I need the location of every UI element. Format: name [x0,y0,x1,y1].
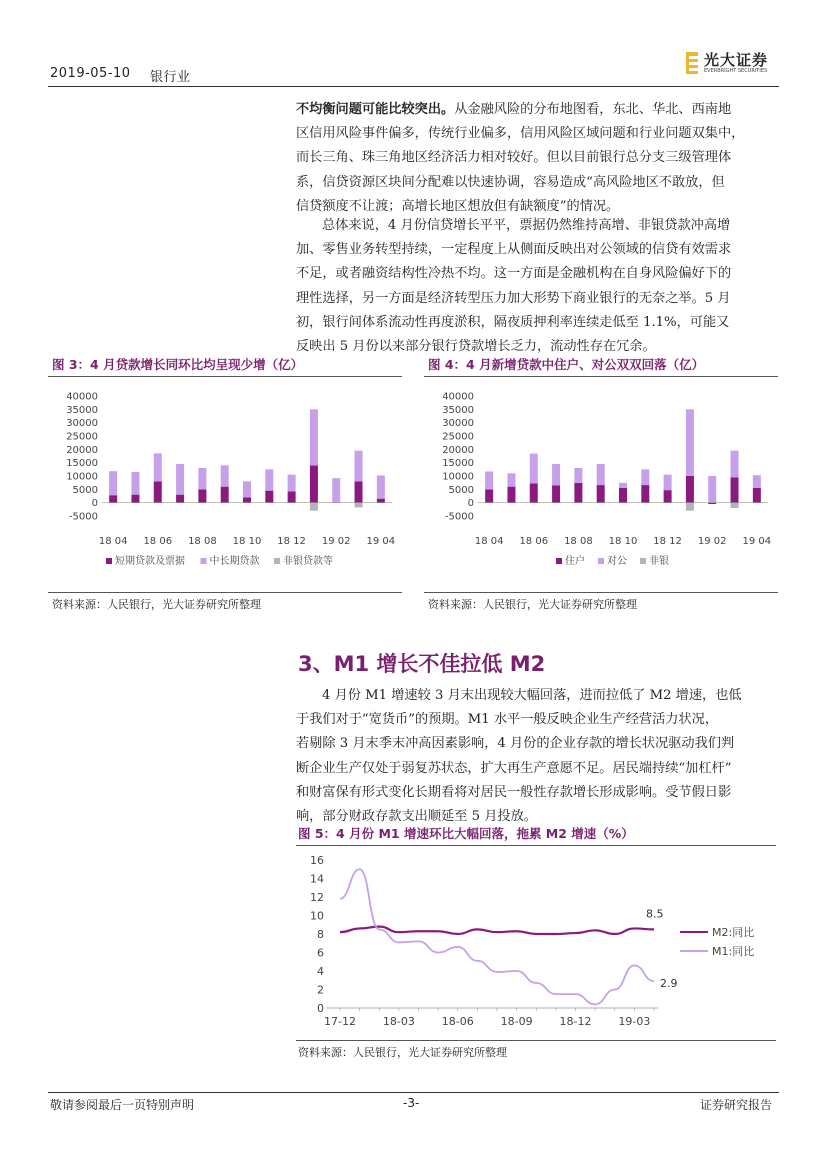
bar-segment [708,476,716,503]
y-tick-label: 40000 [442,391,474,403]
paragraph-3-line: 响，部分财政存款支出顺延至 5 月投放。 [296,809,537,825]
y-tick-label: 0 [467,498,474,510]
paragraph-1-line: 而长三角、珠三角地区经济活力相对较好。但以目前银行总分支三级管理体 [296,150,732,166]
data-label: 2.9 [660,977,678,991]
x-tick-label: 19 04 [742,536,772,547]
bar-segment [552,485,560,502]
paragraph-2-line: 初，银行间体系流动性再度淤积，隔夜质押利率连续走低至 1.1%，可能又 [296,314,730,330]
footer-report-type: 证券研究报告 [700,1098,773,1112]
bar-segment [355,503,363,508]
bar-segment [686,476,694,503]
bar-segment [198,489,206,502]
y-tick-label: 20000 [66,444,98,456]
paragraph-2-line: 理性选择，另一方面是经济转型压力加大形势下商业银行的无奈之举。5 月 [296,290,731,306]
bar-segment [485,489,493,502]
y-tick-label: -5000 [68,511,98,523]
legend-label: 对公 [607,556,627,567]
x-tick-label: 18 10 [232,536,262,547]
logo-subtext: EVERBRIGHT SECURITIES [704,68,768,74]
bar-segment [731,503,739,508]
paragraph-1-line: 区信用风险事件偏多，传统行业偏多，信用风险区域问题和行业问题双集中， [296,126,745,142]
bar-segment [597,485,605,503]
y-tick-label: 0 [91,498,98,510]
bar-segment [243,481,251,497]
y-tick-label: 5000 [448,484,474,496]
y-tick-label: 10000 [66,471,98,483]
x-tick-label: 18 10 [608,536,638,547]
x-tick-label: 18-09 [500,1015,533,1028]
y-tick-label: 16 [310,854,324,867]
bar-segment [753,475,761,488]
figure-4-caption-rule [424,376,778,377]
paragraph-1-line: 从金融风险的分布地图看，东北、华北、西南地 [454,102,732,117]
legend-label: 非银 [649,556,669,567]
paragraph-3-line: 和财富保有形式变化长期看将对居民一般性存款增长形成影响。受节假日影 [296,784,732,800]
y-tick-label: 10000 [442,471,474,483]
bar-segment [641,469,649,485]
bar-segment [176,464,184,495]
bar-segment [131,472,139,495]
bar-segment [664,475,672,490]
industry-label: 银行业 [150,70,191,85]
x-tick-label: 18-03 [382,1015,415,1028]
x-tick-label: 18 06 [519,536,549,547]
legend-label: 中长期贷款 [209,556,260,567]
bar-segment [332,478,340,503]
y-tick-label: 12 [310,891,324,904]
y-tick-label: 15000 [442,458,474,470]
paragraph-3-line: 4 月份 M1 增速较 3 月末出现较大幅回落，进而拉低了 M2 增速，也低 [322,688,742,703]
bar-segment [377,475,385,498]
y-tick-label: -5000 [444,511,474,523]
bar-segment [377,499,385,503]
bar-segment [109,495,117,502]
footer-rule [48,1092,779,1093]
bar-segment [288,475,296,492]
figure-3-caption: 图 3：4 月贷款增长同环比均呈现少增（亿） [52,357,304,372]
y-tick-label: 0 [317,1002,324,1015]
y-tick-label: 30000 [442,418,474,430]
y-tick-label: 4 [317,965,324,978]
y-tick-label: 6 [317,946,324,960]
logo-text: 光大证券 [704,51,769,69]
y-tick-label: 20000 [442,444,474,456]
x-tick-label: 17-12 [324,1015,356,1028]
figure-5-caption: 图 5：4 月份 M1 增速环比大幅回落，拖累 M2 增速（%） [298,826,634,841]
paragraph-2-line: 反映出 5 月份以来部分银行贷款增长乏力，流动性存在冗余。 [296,339,656,355]
figure-5-source: 资料来源：人民银行，光大证券研究所整理 [298,1046,507,1059]
bar-segment [552,464,560,485]
y-tick-label: 25000 [442,431,474,443]
bar-segment [485,471,493,489]
bar-segment [530,483,538,502]
data-label: 8.5 [646,907,664,921]
paragraph-2-line: 加、零售业务转型持续，一定程度上从侧面反映出对公领域的信贷有效需求 [296,242,732,258]
x-tick-label: 19 04 [366,536,396,547]
bar-segment [355,451,363,482]
bar-segment [619,483,627,488]
bar-segment [686,503,694,511]
figure-4-source: 资料来源：人民银行，光大证券研究所整理 [428,598,637,611]
x-tick-label: 19 02 [697,536,727,547]
figure-3-caption-rule [48,376,402,377]
paragraph-2-line: 不足，或者融资结构性冷热不均。这一方面是金融机构在自身风险偏好下的 [296,266,732,282]
x-tick-label: 18 04 [474,536,504,547]
legend-swatch [201,558,207,564]
page-number: -3- [403,1096,420,1110]
y-tick-label: 8 [317,928,324,941]
report-date: 2019-05-10 [50,66,131,81]
legend-label: 短期贷款及票据 [115,556,185,567]
paragraph-1-line: 信贷额度不让渡；高增长地区想放但有缺额度”的情况。 [296,198,620,214]
everbright-logo [684,48,780,78]
bar-segment [265,491,273,503]
y-tick-label: 35000 [66,404,98,416]
header-rule [48,86,779,87]
legend-swatch [274,558,280,564]
y-tick-label: 2 [317,983,324,997]
y-tick-label: 35000 [442,404,474,416]
x-tick-label: 19-03 [618,1015,651,1028]
bar-segment [243,497,251,502]
bar-segment [176,495,184,503]
legend-label: M2:同比 [712,926,755,939]
x-tick-label: 18 04 [98,536,128,547]
x-tick-label: 18 12 [653,536,682,547]
bar-segment [641,485,649,503]
bar-segment [686,409,694,476]
paragraph-3-line: 若剔除 3 月末季末冲高因素影响，4 月份的企业存款的增长状况驱动我们判 [296,736,735,752]
bar-segment [574,483,582,503]
paragraph-3-line: 断企业生产仅处于弱复苏状态，扩大再生产意愿不足。居民端持续“加杠杆” [296,760,732,776]
paragraph-2 [296,214,774,359]
bar-segment [574,468,582,483]
bar-segment [265,469,273,490]
paragraph-2-line: 总体来说，4 月份信贷增长平平，票据仍然维持高增、非银贷款冲高增 [322,218,731,233]
x-tick-label: 18 06 [143,536,173,547]
legend-swatch [556,558,562,564]
y-tick-label: 14 [310,872,324,886]
bar-segment [664,490,672,503]
x-tick-label: 18 08 [188,536,217,547]
figure-5-caption-rule [296,845,776,846]
paragraph-3-line: 于我们对于“宽货币”的预期。M1 水平一般反映企业生产经营活力状况， [296,712,719,728]
legend-swatch [106,558,112,564]
figure-3-source: 资料来源：人民银行，光大证券研究所整理 [52,598,261,611]
x-tick-label: 18 12 [277,536,306,547]
bar-segment [198,468,206,489]
footer-disclaimer: 敬请参阅最后一页特别声明 [50,1098,195,1112]
bar-segment [507,473,515,486]
legend-swatch [640,558,646,564]
bar-segment [507,487,515,503]
figure-5-bottom-rule [296,1040,776,1041]
paragraph-3 [296,684,774,829]
bar-segment [355,481,363,502]
legend-label: 住户 [565,556,585,567]
bar-segment [310,465,318,502]
paragraph-1-lead: 不均衡问题可能比较突出。 [296,102,455,117]
figure-5-chart [296,848,776,1038]
legend-swatch [598,558,604,564]
bar-segment [753,488,761,503]
paragraph-1 [296,98,774,219]
bar-segment [131,495,139,503]
series-line [340,869,654,1004]
figure-4-bottom-rule [424,592,778,593]
legend-label: 非银贷款等 [283,556,333,567]
y-tick-label: 10 [310,909,324,923]
section-heading: 3、M1 增长不佳拉低 M2 [298,652,546,676]
bar-segment [221,487,229,503]
x-tick-label: 19 02 [321,536,351,547]
y-tick-label: 5000 [72,484,98,496]
bar-segment [109,471,117,495]
bar-segment [619,488,627,503]
figure-4-caption: 图 4：4 月新增贷款中住户、对公双双回落（亿） [428,357,705,372]
bar-segment [154,481,162,502]
y-tick-label: 25000 [66,431,98,443]
paragraph-1-line: 系，信贷资源区块间分配难以快速协调，容易造成“高风险地区不敢放，但 [296,174,725,190]
figure-3-chart [48,380,402,590]
x-tick-label: 18-06 [441,1015,474,1028]
bar-segment [530,454,538,484]
legend-label: M1:同比 [712,945,755,958]
bar-segment [288,491,296,502]
bar-segment [310,503,318,511]
bar-segment [154,453,162,481]
figure-4-chart [424,380,778,590]
bar-segment [310,409,318,465]
bar-segment [597,464,605,485]
y-tick-label: 30000 [66,418,98,430]
x-tick-label: 18-12 [559,1015,592,1028]
y-tick-label: 40000 [66,391,98,403]
bar-segment [221,465,229,486]
bar-segment [731,451,739,478]
bar-segment [731,477,739,502]
y-tick-label: 15000 [66,458,98,470]
x-tick-label: 18 08 [564,536,593,547]
figure-3-bottom-rule [48,592,402,593]
